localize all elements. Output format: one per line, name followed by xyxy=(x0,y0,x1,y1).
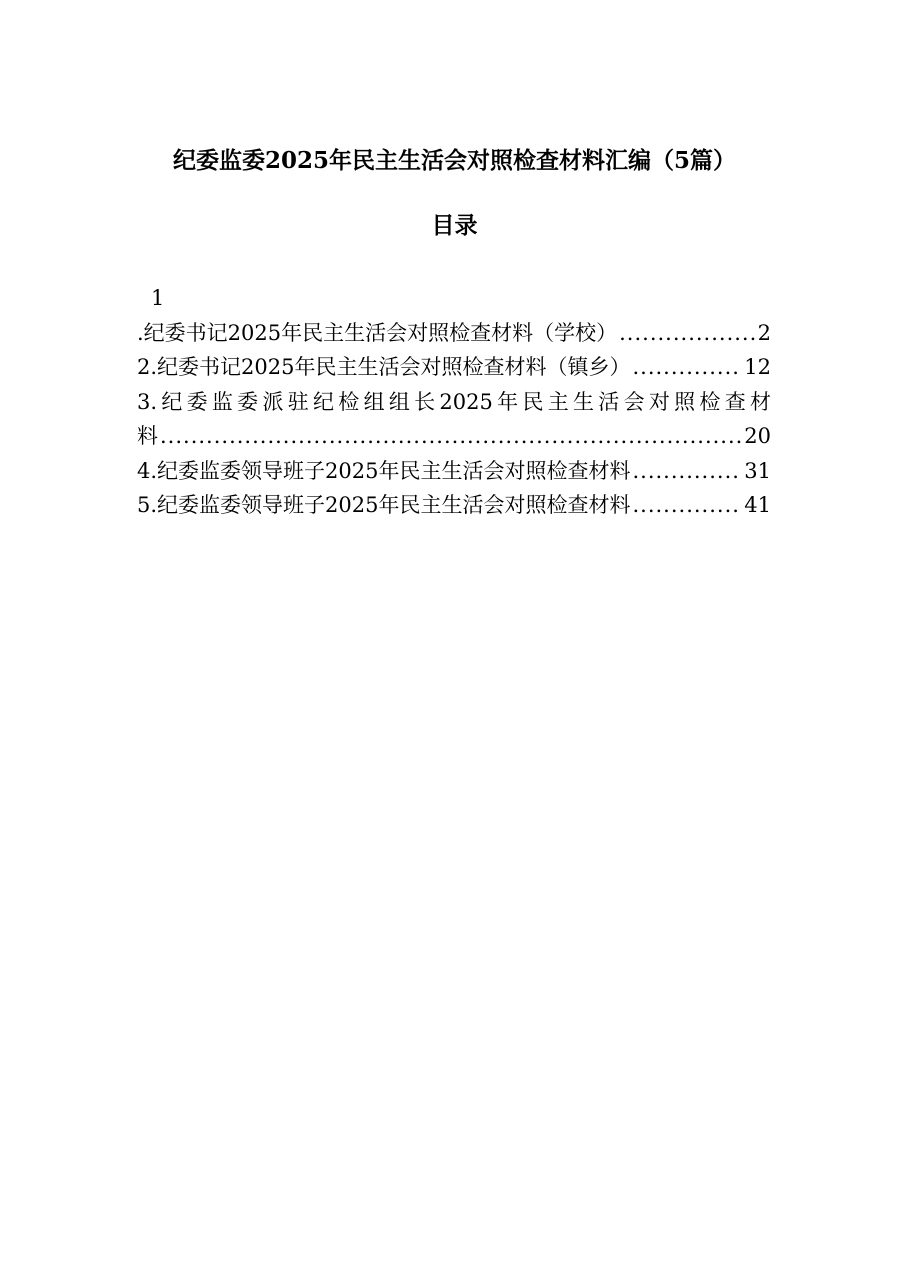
toc-entry-title: 2.纪委书记2025年民主生活会对照检查材料（镇乡） xyxy=(137,355,631,379)
toc-entry-4[interactable] xyxy=(137,454,771,489)
toc-entry-title-continued: 料 xyxy=(137,424,158,448)
toc-entry-title: 5.纪委监委领导班子2025年民主生活会对照检查材料 xyxy=(137,493,631,517)
toc-entry-page: 41 xyxy=(744,493,771,517)
toc-entry-2[interactable] xyxy=(137,350,771,385)
toc-entry-1[interactable] xyxy=(137,316,771,351)
toc-leader-dots xyxy=(632,350,742,385)
toc-entry-number: 1 xyxy=(151,286,165,310)
toc-entry-page: 2 xyxy=(757,320,771,345)
document-title: 纪委监委2025年民主生活会对照检查材料汇编（5篇） xyxy=(172,147,737,174)
toc-heading: 目录 xyxy=(431,212,478,239)
toc-leader-dots xyxy=(619,316,756,351)
toc-entry-5[interactable] xyxy=(137,488,771,523)
toc-entry-title: 4.纪委监委领导班子2025年民主生活会对照检查材料 xyxy=(137,458,631,483)
toc-entry-page: 12 xyxy=(744,355,771,379)
toc-leader-dots xyxy=(632,488,742,523)
toc-leader-dots xyxy=(160,419,742,454)
toc-entry-page: 31 xyxy=(744,458,771,483)
toc-entry-page: 20 xyxy=(744,424,771,448)
toc-leader-dots xyxy=(632,454,742,489)
toc-entry-number-1 xyxy=(137,281,771,316)
toc-entry-3-line-1[interactable] xyxy=(137,385,771,420)
toc-entry-3-line-2[interactable] xyxy=(137,419,771,454)
table-of-contents xyxy=(137,281,771,523)
toc-entry-title: .纪委书记2025年民主生活会对照检查材料（学校） xyxy=(137,320,618,345)
toc-entry-title: 3.纪委监委派驻纪检组组长2025年民主生活会对照检查材 xyxy=(137,389,771,414)
